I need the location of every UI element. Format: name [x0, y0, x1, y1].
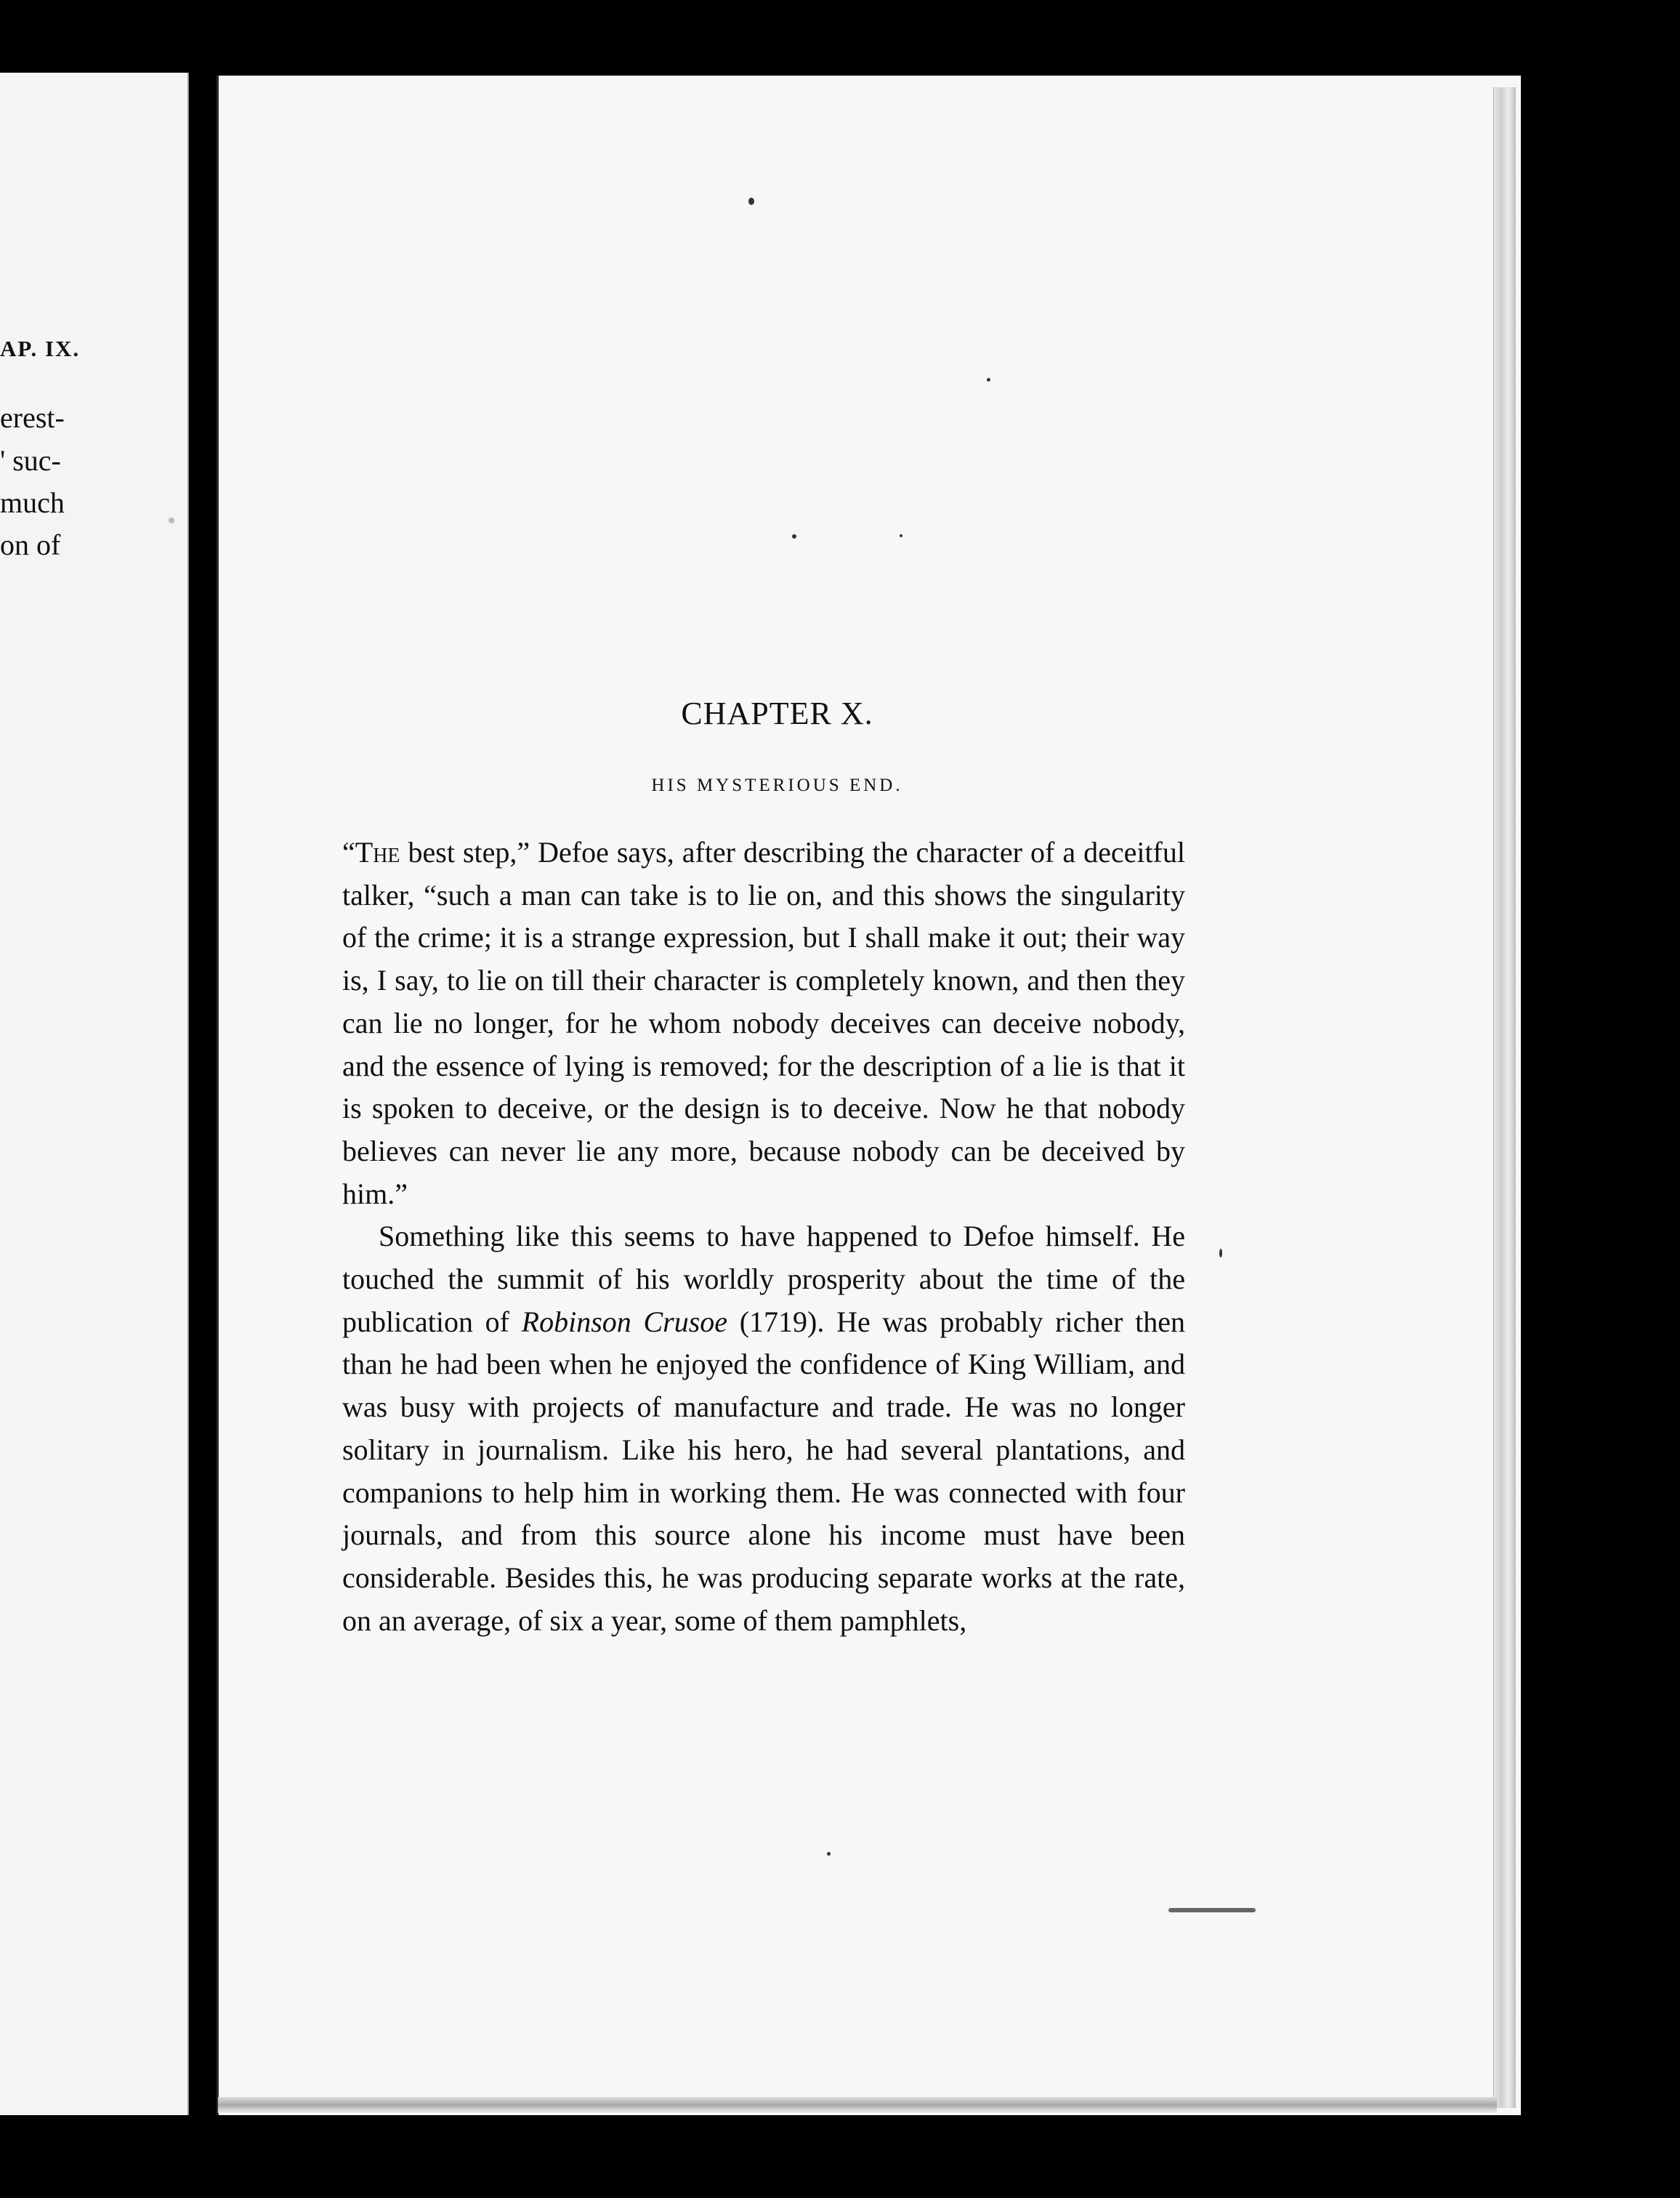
- paragraph-1-text: best step,” Defoe says, after describing the character of a deceitful talker, “such a man can take is to lie on, and this shows the singularity of the crime; it is a strange expression, but I shall make it out; their way is, I say, to lie on till their character is completely known, and then they can lie no longer, for he whom nobody deceives can deceive nobody, and the essence of lying is removed; for the description of a lie is that it is spoken to deceive, or the design is to deceive. Now he that nobody believes can never lie any more, because nobody can be deceived by him.”: [342, 836, 1185, 1210]
- paragraph-1: [342, 832, 1185, 1215]
- scan-speck: [1219, 1249, 1222, 1257]
- book-title: Robinson Crusoe: [521, 1305, 728, 1338]
- paragraph-2-text-end: (1719). He was probably richer then than he had been when he enjoyed the confidence of King William, and was busy with projects of manufacture and trade. He was no longer solitary in journalism. Like his hero, he had several plantations, and companions to help him in working them. He was connected with four journals, and from this source alone his income must have been considerable. Besides this, he was producing separate works at the rate, on an average, of six a year, some of them pamphlets,: [342, 1305, 1185, 1637]
- paragraph-2: [342, 1215, 1185, 1642]
- previous-page-line: on of: [0, 528, 61, 561]
- previous-page-running-header: AP. IX.: [0, 336, 81, 361]
- scan-speck: [792, 534, 796, 539]
- chapter-subtitle: HIS MYSTERIOUS END.: [651, 776, 903, 795]
- scan-speck: [827, 1852, 831, 1856]
- page-bottom-edge: [218, 2097, 1497, 2113]
- book-page: [217, 76, 1521, 2115]
- previous-page-line: much: [0, 486, 65, 519]
- page-fore-edge: [1493, 87, 1516, 2108]
- scan-speck: [748, 198, 754, 205]
- body-text: [342, 832, 1185, 1642]
- paragraph-2-text-start: Something like this seems to have happened to Defoe himself. He touched the summit of his worldly prosperity about the time of the publication of: [342, 1220, 1185, 1338]
- opening-quote: “: [342, 836, 355, 869]
- opening-word: The: [355, 836, 400, 869]
- scan-speck: [987, 378, 990, 382]
- scan-speck: [1168, 1908, 1256, 1912]
- scan-speck: [900, 534, 902, 537]
- previous-page-line: ' suc-: [0, 444, 61, 477]
- chapter-title: CHAPTER X.: [681, 696, 873, 731]
- previous-page: [0, 73, 189, 2115]
- previous-page-line: erest-: [0, 401, 65, 434]
- scan-speck: [169, 518, 174, 523]
